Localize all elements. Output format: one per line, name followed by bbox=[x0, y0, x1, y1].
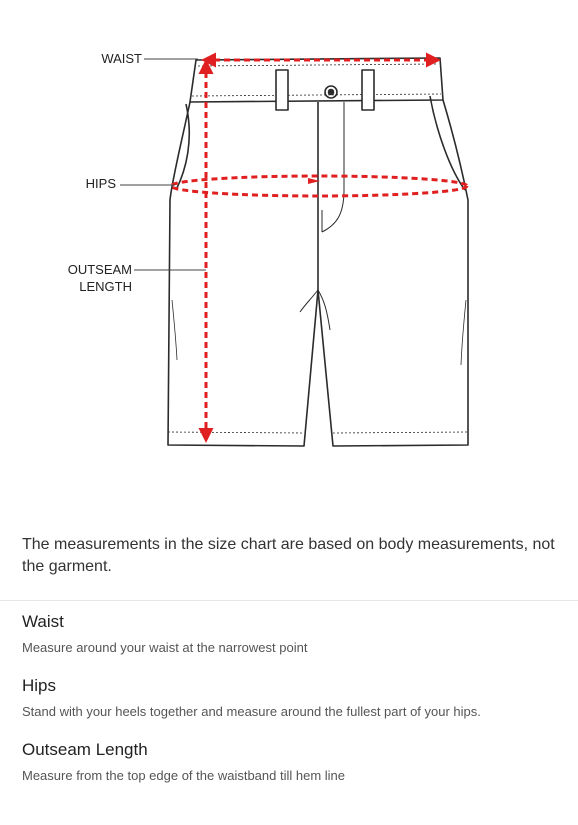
shorts-outline bbox=[168, 58, 468, 446]
waist-section bbox=[22, 611, 567, 657]
outseam-label-line1: OUTSEAM bbox=[67, 262, 132, 277]
outseam-label bbox=[40, 261, 132, 295]
section-title: Hips bbox=[22, 676, 57, 695]
hips-section bbox=[22, 675, 567, 721]
hips-measure-ellipse bbox=[171, 176, 467, 196]
measurement-note: The measurements in the size chart are based on body measurements, not the garment. bbox=[22, 536, 555, 575]
divider bbox=[0, 600, 578, 601]
section-title: Outseam Length bbox=[22, 740, 148, 759]
section-description: Stand with your heels together and measure around the fullest part of your hips. bbox=[22, 704, 481, 719]
section-title: Waist bbox=[22, 612, 64, 631]
outseam-section bbox=[22, 739, 567, 785]
hips-label: HIPS bbox=[85, 176, 116, 191]
section-description: Measure around your waist at the narrowest point bbox=[22, 640, 308, 655]
outseam-label-line2: LENGTH bbox=[79, 279, 132, 294]
section-description: Measure from the top edge of the waistband till hem line bbox=[22, 768, 346, 783]
waist-label: WAIST bbox=[101, 51, 142, 66]
label-leaders bbox=[120, 59, 206, 270]
measurement-guides bbox=[171, 60, 467, 440]
